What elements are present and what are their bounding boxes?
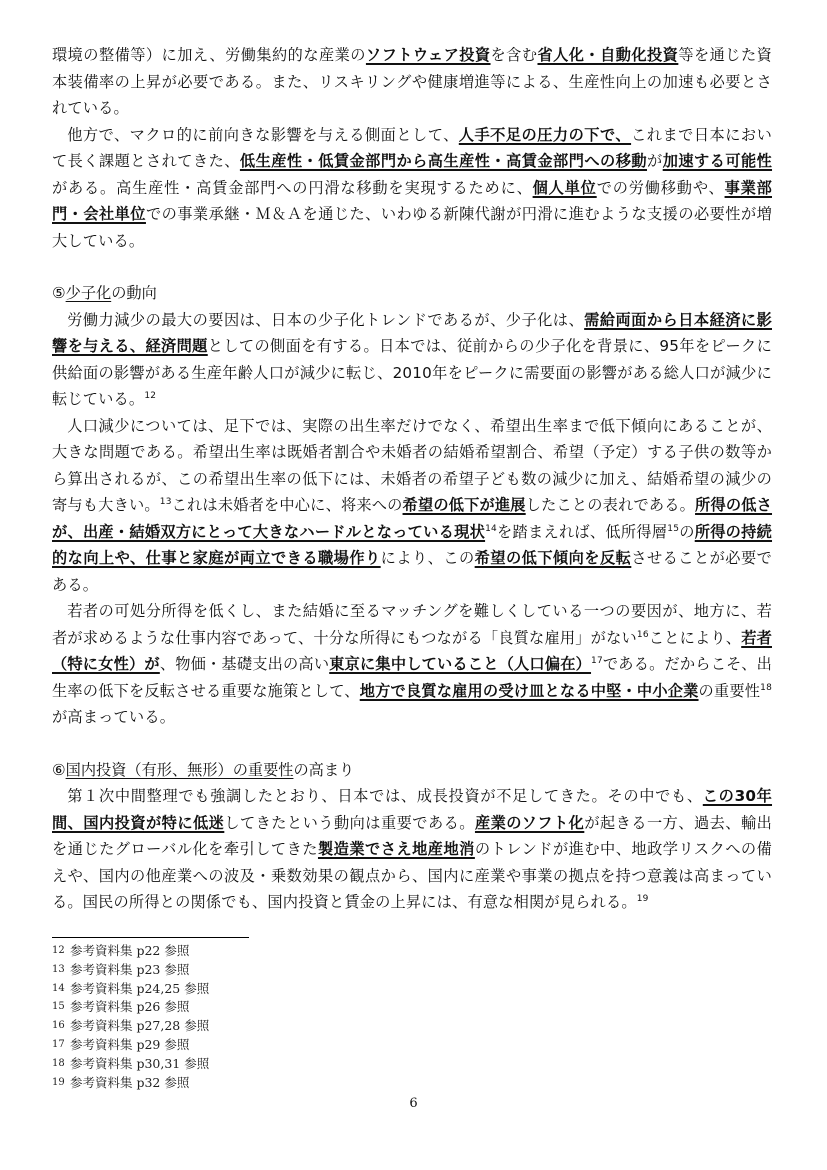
emphasis: 低生産性・低賃金部門から高生産性・高賃金部門への移動 [239,152,648,170]
footnote-ref[interactable]: 18 [760,682,772,693]
section-heading-domestic-investment: ⑥国内投資（有形、無形）の重要性の高まり [52,760,355,779]
emphasis: 省人化・自動化投資 [537,46,679,64]
footnote-item: 15 参考資料集 p26 参照 [52,999,190,1015]
paragraph-regional-employment: 若者の可処分所得を低くし、また結婚に至るマッチングを難しくしている一つの要因が、地方に、若者が求めるような仕事内容であって、十分な所得にもつながる「良質な雇用」がない$^{16}$ことにより、若者（特に女性）が、物価・基礎支出の高い東京に集中していること（人口偏在）$^{17}$である。だからこそ、出生率の低下を反転させる重要な施策として、地方で良質な雇用の受け皿となる中堅・中小企業の重要性$^{18}$が高まっている。 [52,602,772,726]
paragraph-labor-mobility: 他方で、マクロ的に前向きな影響を与える側面として、人手不足の圧力の下で、これまで日本において長く課題とされてきた、低生産性・低賃金部門から高生産性・高賃金部門への移動が加速する可能性がある。高生産性・高賃金部門への円滑な移動を実現するために、個人単位での労働移動や、事業部門・会社単位での事業承継・Ｍ＆Ａを通じた、いわゆる新陳代謝が円滑に進むような支援の必要性が増大している。 [52,125,773,250]
footnote-item: 13 参考資料集 p23 参照 [52,961,190,977]
footnote-item: 16 参考資料集 p27,28 参照 [52,1018,210,1034]
section-heading-birthrate: ⑤少子化の動向 [52,284,157,302]
emphasis: 事業部門・会社単位 [52,178,772,223]
emphasis: 所得の持続的な向上や、仕事と家庭が両立できる職場作り [52,522,773,567]
emphasis: 加速する可能性 [662,152,773,170]
paragraph-domestic-investment: 第１次中間整理でも強調したとおり、日本では、成長投資が不足してきた。その中でも、この30年間、国内投資が特に低迷してきたという動向は重要である。産業のソフト化が起きる一方、過去、輸出を通じたグローバル化を牽引してきた製造業でさえ地産地消のトレンドが進む中、地政学リスクへの備えや、国内の他産業への波及・乗数効果の観点から、国内に産業や事業の拠点を持つ意義は高まっている。国民の所得との関係でも、国内投資と賃金の上昇には、有意な相関が見られる。$^{19}$ [52,787,773,911]
footnotes [52,942,209,1092]
emphasis: 需給両面から日本経済に影響を与える、経済問題 [52,310,772,355]
emphasis: 個人単位 [532,178,597,197]
footnote-ref[interactable]: 12 [144,390,157,401]
footnote-item: 12 参考資料集 p22 参照 [52,943,190,958]
footnote-ref[interactable]: 16 [636,629,649,640]
emphasis: 製造業でさえ地産地消 [317,840,475,858]
emphasis: 産業のソフト化 [474,813,585,832]
footnote-item: 17 参考資料集 p29 参照 [52,1036,190,1052]
emphasis: ソフトウェア投資 [365,46,491,64]
paragraph-investment: 環境の整備等）に加え、労働集約的な産業のソフトウェア投資を含む省人化・自動化投資等を通じた資本装備率の上昇が必要である。また、リスキリングや健康増進等による、生産性向上の加速も必要とされている。 [52,46,772,117]
footnote-ref[interactable]: 19 [636,893,649,904]
paragraph-population-decline: 人口減少については、足下では、実際の出生率だけでなく、希望出生率まで低下傾向にあることが、大きな問題である。希望出生率は既婚者割合や未婚者の結婚希望割合、希望（予定）する子供の数等から算出されるが、この希望出生率の低下には、未婚者の希望子ども数の減少に加え、結婚希望の減少の寄与も大きい。$^{13}$これは未婚者を中心に、将来への希望の低下が進展したことの表れである。所得の低さが、出産・結婚双方にとって大きなハードルとなっている現状$^{14}$を踏まえれば、低所得層$^{15}$の所得の持続的な向上や、仕事と家庭が両立できる職場作りにより、この希望の低下傾向を反転させることが必要である。 [52,416,773,594]
emphasis: 所得の低さが、出産・結婚双方にとって大きなハードルとなっている現状 [52,496,773,541]
footnote-item: 19 参考資料集 p32 参照 [52,1074,190,1090]
emphasis: 希望の低下傾向を反転 [474,549,632,567]
footnote-ref[interactable]: 14 [485,523,497,534]
emphasis: この30年間、国内投資が特に低迷 [52,787,773,832]
footnote-ref[interactable]: 13 [159,496,172,507]
emphasis: 人手不足の圧力の下で、 [458,125,632,144]
footnote-ref[interactable]: 15 [667,523,680,534]
emphasis: 若者（特に女性）が [52,628,772,673]
footnote-ref[interactable]: 17 [591,655,603,666]
footnote-item: 18 参考資料集 p30,31 参照 [52,1055,210,1071]
emphasis: 希望の低下が進展 [402,496,526,514]
document-body [52,42,772,916]
footnote-item: 14 参考資料集 p24,25 参照 [52,980,210,996]
footnote-divider [52,937,249,938]
emphasis: 地方で良質な雇用の受け皿となる中堅・中小企業 [359,681,699,700]
paragraph-birthrate-trend: 労働力減少の最大の要因は、日本の少子化トレンドであるが、少子化は、需給両面から日本経済に影響を与える、経済問題としての側面を有する。日本では、従前からの少子化を背景に、95年をピークに供給面の影響がある生産年齢人口が減少に転じ、2010年をピークに需要面の影響がある総人口が減少に転じている。$^{12}$ [52,310,772,408]
page-number: 6 [409,1096,418,1111]
emphasis: 東京に集中していること（人口偏在） [329,655,592,673]
